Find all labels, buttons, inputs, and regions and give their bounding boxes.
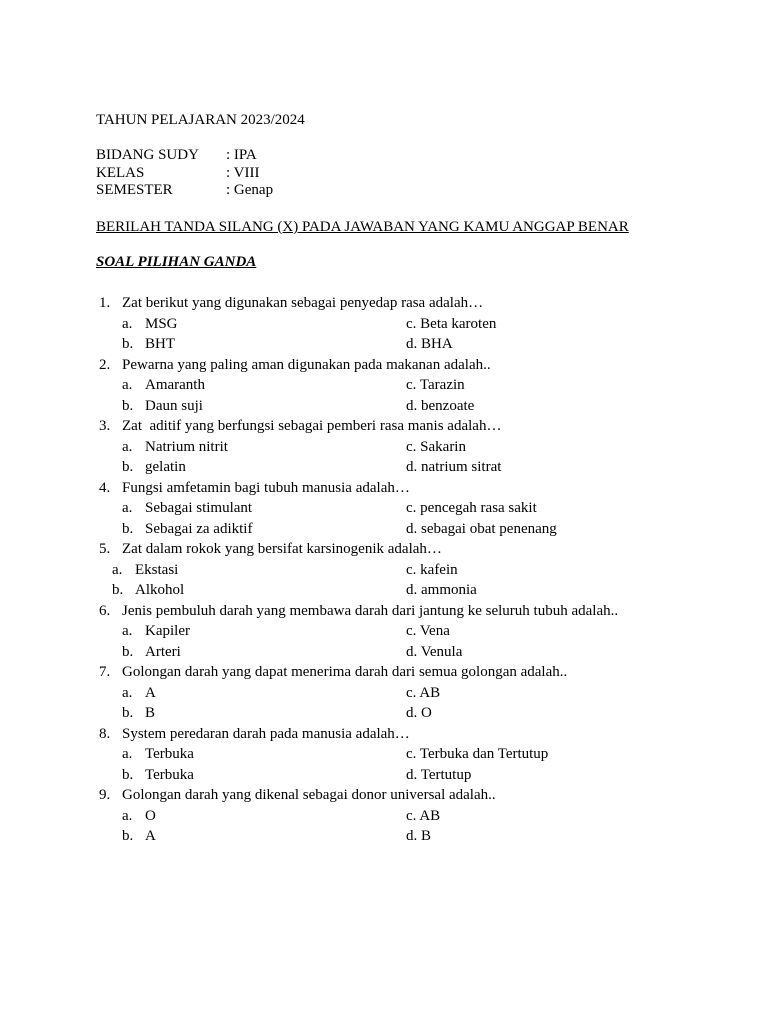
info-value: : IPA bbox=[226, 147, 257, 163]
question-text: Golongan darah yang dapat menerima darah dari semua golongan adalah.. bbox=[122, 664, 568, 680]
option-d: d. ammonia bbox=[406, 582, 477, 598]
question-number: 9. bbox=[99, 787, 111, 803]
question-text: Fungsi amfetamin bagi tubuh manusia adalah… bbox=[122, 479, 410, 496]
option-c: c. Beta karoten bbox=[406, 315, 497, 332]
option-letter: b. bbox=[122, 643, 134, 660]
option-d: d. O bbox=[406, 705, 432, 721]
question-text: Zat berikut yang digunakan sebagai penyedap rasa adalah… bbox=[122, 295, 484, 311]
option-row bbox=[0, 766, 768, 787]
question-number: 6. bbox=[99, 602, 111, 619]
option-row bbox=[0, 520, 768, 541]
question-number: 7. bbox=[99, 664, 111, 680]
school-year: TAHUN PELAJARAN 2023/2024 bbox=[96, 112, 305, 128]
option-row bbox=[0, 684, 768, 705]
question-text: Zat aditif yang berfungsi sebagai pemberi rasa manis adalah… bbox=[122, 418, 502, 434]
option-letter: b. bbox=[122, 705, 134, 721]
info-label: BIDANG SUDY bbox=[96, 147, 199, 163]
option-d: d. Tertutup bbox=[406, 766, 472, 783]
option-letter: a. bbox=[122, 315, 133, 332]
question-text: Golongan darah yang dikenal sebagai donor universal adalah.. bbox=[122, 787, 496, 803]
option-c: c. kafein bbox=[406, 561, 458, 578]
question-row bbox=[0, 294, 768, 315]
option-letter: a. bbox=[122, 377, 133, 393]
option-row bbox=[0, 581, 768, 602]
option-row bbox=[0, 561, 768, 582]
question-text: Jenis pembuluh darah yang membawa darah dari jantung ke seluruh tubuh adalah.. bbox=[122, 602, 619, 619]
question-text: Pewarna yang paling aman digunakan pada makanan adalah.. bbox=[122, 356, 491, 373]
option-c: c. Terbuka dan Tertutup bbox=[406, 746, 549, 762]
question-number: 2. bbox=[99, 356, 111, 373]
option-row bbox=[0, 704, 768, 725]
option-d: d. benzoate bbox=[406, 397, 475, 414]
question-number: 8. bbox=[99, 725, 111, 742]
option-letter: a. bbox=[122, 500, 133, 516]
option-d: d. natrium sitrat bbox=[406, 459, 502, 475]
option-row bbox=[0, 622, 768, 643]
option-row bbox=[0, 745, 768, 766]
info-value: : VIII bbox=[226, 165, 260, 181]
option-b: Sebagai za adiktif bbox=[145, 520, 253, 537]
option-c: c. AB bbox=[406, 807, 441, 824]
option-a: A bbox=[145, 684, 156, 701]
question-number: 1. bbox=[99, 295, 111, 311]
option-a: Terbuka bbox=[145, 746, 194, 762]
question-text: Zat dalam rokok yang bersifat karsinogenik adalah… bbox=[122, 541, 442, 557]
question-number: 4. bbox=[99, 479, 111, 496]
question-number: 3. bbox=[99, 418, 111, 434]
info-value: : Genap bbox=[226, 182, 274, 198]
question-row bbox=[0, 356, 768, 377]
option-row bbox=[0, 315, 768, 336]
option-row bbox=[0, 458, 768, 479]
option-a: O bbox=[145, 807, 156, 824]
option-letter: a. bbox=[122, 807, 133, 824]
option-c: c. pencegah rasa sakit bbox=[406, 500, 537, 516]
question-text: System peredaran darah pada manusia adalah… bbox=[122, 725, 410, 742]
option-letter: a. bbox=[122, 684, 133, 701]
option-row bbox=[0, 335, 768, 356]
option-letter: b. bbox=[122, 459, 134, 475]
option-a: Ekstasi bbox=[135, 561, 179, 578]
option-letter: b. bbox=[122, 828, 134, 844]
question-row bbox=[0, 540, 768, 561]
option-d: d. sebagai obat penenang bbox=[406, 520, 557, 537]
question-row bbox=[0, 786, 768, 807]
option-b: Arteri bbox=[145, 643, 181, 660]
option-row bbox=[0, 499, 768, 520]
question-number: 5. bbox=[99, 541, 111, 557]
option-c: c. Sakarin bbox=[406, 438, 466, 455]
option-letter: a. bbox=[112, 561, 123, 578]
option-b: Daun suji bbox=[145, 397, 203, 414]
option-row bbox=[0, 643, 768, 664]
section-title: SOAL PILIHAN GANDA bbox=[96, 254, 257, 270]
option-b: Terbuka bbox=[145, 766, 194, 783]
option-row bbox=[0, 807, 768, 828]
option-row bbox=[0, 376, 768, 397]
option-a: Amaranth bbox=[145, 377, 205, 393]
question-row bbox=[0, 602, 768, 623]
instruction: BERILAH TANDA SILANG (X) PADA JAWABAN YANG KAMU ANGGAP BENAR bbox=[96, 219, 629, 235]
info-label: KELAS bbox=[96, 165, 145, 181]
option-row bbox=[0, 827, 768, 848]
option-b: gelatin bbox=[145, 459, 186, 475]
option-letter: b. bbox=[122, 336, 134, 352]
option-d: d. Venula bbox=[406, 643, 463, 660]
question-row bbox=[0, 663, 768, 684]
option-d: d. BHA bbox=[406, 336, 453, 352]
option-letter: a. bbox=[122, 623, 133, 639]
option-b: A bbox=[145, 828, 156, 844]
option-c: c. Vena bbox=[406, 623, 450, 639]
question-row bbox=[0, 417, 768, 438]
option-a: MSG bbox=[145, 315, 178, 332]
question-row bbox=[0, 479, 768, 500]
option-letter: a. bbox=[122, 438, 133, 455]
option-letter: a. bbox=[122, 746, 133, 762]
option-row bbox=[0, 438, 768, 459]
option-b: Alkohol bbox=[135, 582, 185, 598]
option-letter: b. bbox=[112, 582, 124, 598]
option-letter: b. bbox=[122, 766, 134, 783]
option-c: c. Tarazin bbox=[406, 377, 465, 393]
option-d: d. B bbox=[406, 828, 432, 844]
question-list bbox=[0, 294, 768, 848]
option-a: Kapiler bbox=[145, 623, 190, 639]
option-letter: b. bbox=[122, 520, 134, 537]
option-c: c. AB bbox=[406, 684, 441, 701]
option-b: B bbox=[145, 705, 156, 721]
option-b: BHT bbox=[145, 336, 175, 352]
option-letter: b. bbox=[122, 397, 134, 414]
option-a: Natrium nitrit bbox=[145, 438, 228, 455]
option-a: Sebagai stimulant bbox=[145, 500, 253, 516]
question-row bbox=[0, 725, 768, 746]
option-row bbox=[0, 397, 768, 418]
info-label: SEMESTER bbox=[96, 182, 173, 198]
